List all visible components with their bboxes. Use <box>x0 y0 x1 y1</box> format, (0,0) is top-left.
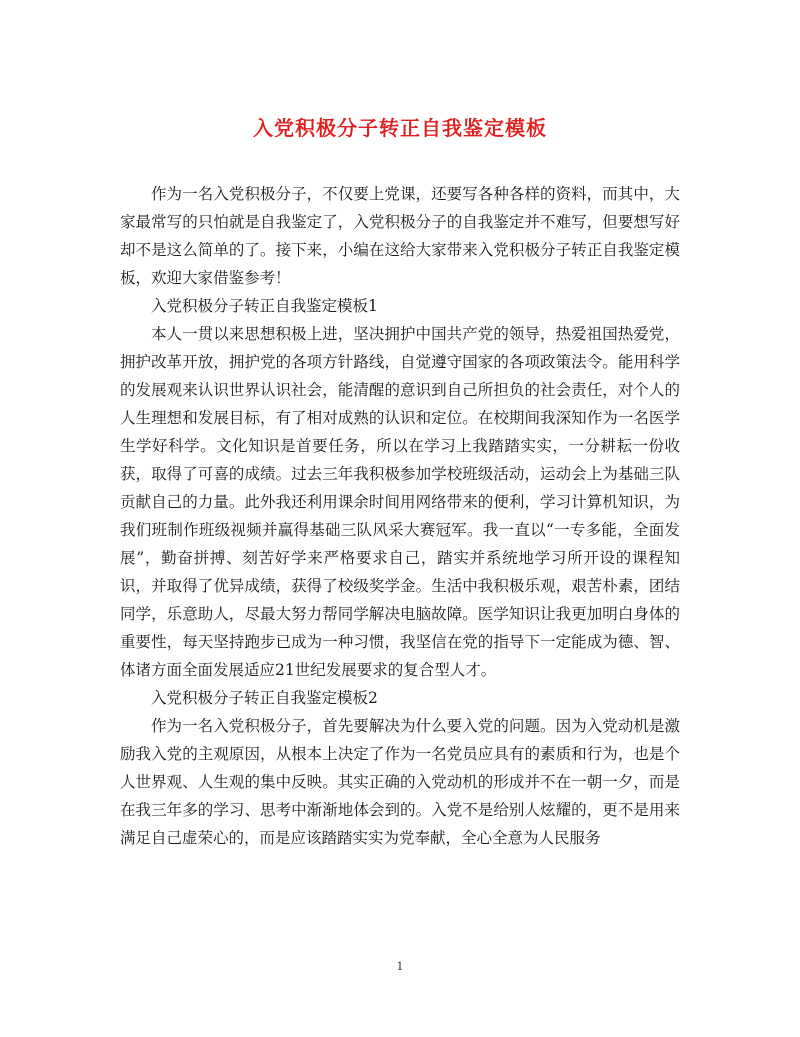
section-2-heading: 入党积极分子转正自我鉴定模板2 <box>151 689 378 707</box>
document-body <box>120 180 680 852</box>
section-1-heading: 入党积极分子转正自我鉴定模板1 <box>151 297 378 315</box>
document-title: 入党积极分子转正自我鉴定模板 <box>253 116 547 140</box>
page-number: 1 <box>396 960 404 973</box>
intro-paragraph: 作为一名入党积极分子，不仅要上党课，还要写各种各样的资料，而其中，大家最常写的只怕就是自我鉴定了，入党积极分子的自我鉴定并不难写，但要想写好却不是这么简单的了。接下来，小编在这给大家带来入党积极分子转正自我鉴定模板，欢迎大家借鉴参考！ <box>120 185 680 287</box>
section-1-paragraph: 本人一贯以来思想积极上进，坚决拥护中国共产党的领导，热爱祖国热爱党，拥护改革开放，拥护党的各项方针路线，自觉遵守国家的各项政策法令。能用科学的发展观来认识世界认识社会，能清醒的意识到自己所担负的社会责任，对个人的人生理想和发展目标，有了相对成熟的认识和定位。在校期间我深知作为一名医学生学好科学。文化知识是首要任务，所以在学习上我踏踏实实，一分耕耘一份收获，取得了可喜的成绩。过去三年我积极参加学校班级活动，运动会上为基础三队贡献自己的力量。此外我还利用课余时间用网络带来的便利，学习计算机知识，为我们班制作班级视频并赢得基础三队风采大赛冠军。我一直以“一专多能，全面发展”，勤奋拼搏、刻苦好学来严格要求自己，踏实并系统地学习所开设的课程知识，并取得了优异成绩，获得了校级奖学金。生活中我积极乐观，艰苦朴素，团结同学，乐意助人，尽最大努力帮同学解决电脑故障。医学知识让我更加明白身体的重要性，每天坚持跑步已成为一种习惯，我坚信在党的指导下一定能成为德、智、体诸方面全面发展适应21世纪发展要求的复合型人才。 <box>120 325 680 679</box>
section-2-paragraph: 作为一名入党积极分子，首先要解决为什么要入党的问题。因为入党动机是激励我入党的主观原因，从根本上决定了作为一名党员应具有的素质和行为，也是个人世界观、人生观的集中反映。其实正确的入党动机的形成并不在一朝一夕，而是在我三年多的学习、思考中渐渐地体会到的。入党不是给别人炫耀的，更不是用来满足自己虚荣心的，而是应该踏踏实实为党奉献，全心全意为人民服务 <box>120 717 680 847</box>
